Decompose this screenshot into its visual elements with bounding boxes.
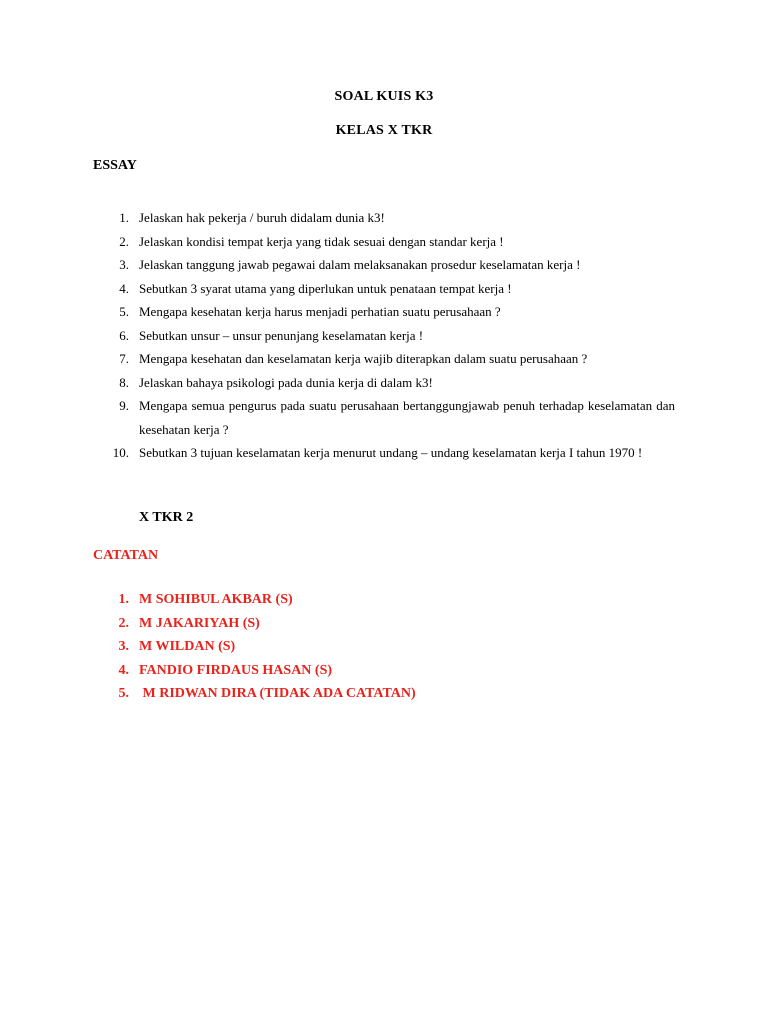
note-item: [93, 682, 416, 706]
question-text: Sebutkan 3 syarat utama yang diperlukan untuk penataan tempat kerja !: [139, 280, 512, 296]
note-text: M WILDAN (S): [139, 639, 236, 654]
note-text: M JAKARIYAH (S): [139, 615, 260, 631]
question-item: [93, 300, 675, 324]
question-item: [93, 371, 675, 395]
note-number: 1.: [118, 592, 129, 607]
question-number: 6.: [119, 327, 129, 343]
question-item: [93, 230, 675, 254]
question-number: 7.: [119, 351, 129, 366]
question-number: 8.: [119, 374, 129, 390]
note-number: 2.: [118, 615, 129, 631]
question-number: 9.: [119, 398, 129, 413]
question-item: [93, 394, 675, 441]
question-number: 2.: [119, 233, 129, 249]
note-item: [93, 659, 416, 683]
question-item: [93, 324, 675, 348]
question-text: Mengapa kesehatan kerja harus menjadi perhatian suatu perusahaan ?: [139, 304, 501, 319]
question-item: [93, 206, 675, 230]
question-text: Jelaskan hak pekerja / buruh didalam dunia k3!: [139, 210, 385, 225]
note-number: 5.: [118, 686, 129, 701]
question-text: Jelaskan tanggung jawab pegawai dalam melaksanakan prosedur keselamatan kerja !: [139, 257, 581, 272]
question-item: [93, 441, 675, 465]
question-item: [93, 277, 675, 301]
question-text: Mengapa semua pengurus pada suatu perusahaan bertanggungjawab penuh terhadap keselamatan dan kesehatan kerja ?: [139, 398, 675, 437]
note-number: 4.: [118, 662, 129, 678]
note-text: FANDIO FIRDAUS HASAN (S): [139, 662, 333, 678]
class-subtitle: KELAS X TKR: [335, 123, 433, 138]
question-text: Sebutkan unsur – unsur penunjang keselamatan kerja !: [139, 327, 424, 343]
essay-heading: ESSAY: [93, 158, 137, 173]
notes-list: [93, 588, 416, 706]
question-number: 1.: [119, 210, 129, 225]
page-title: SOAL KUIS K3: [334, 89, 434, 104]
question-text: Mengapa kesehatan dan keselamatan kerja wajib diterapkan dalam suatu perusahaan ?: [139, 351, 588, 366]
question-number: 10.: [112, 445, 129, 460]
question-list: [93, 206, 675, 465]
question-item: [93, 253, 675, 277]
note-item: [93, 588, 416, 612]
note-text: M RIDWAN DIRA (TIDAK ADA CATATAN): [139, 686, 416, 701]
note-text: M SOHIBUL AKBAR (S): [139, 592, 293, 607]
note-item: [93, 612, 416, 636]
notes-heading: CATATAN: [93, 548, 159, 563]
class-label: X TKR 2: [139, 510, 194, 525]
question-text: Sebutkan 3 tujuan keselamatan kerja menurut undang – undang keselamatan kerja I tahun 1970 !: [139, 445, 643, 460]
question-number: 5.: [119, 304, 129, 319]
question-text: Jelaskan kondisi tempat kerja yang tidak sesuai dengan standar kerja !: [139, 233, 504, 249]
question-number: 3.: [119, 257, 129, 272]
note-item: [93, 635, 416, 659]
question-number: 4.: [119, 280, 129, 296]
question-text: Jelaskan bahaya psikologi pada dunia kerja di dalam k3!: [139, 374, 433, 390]
note-number: 3.: [118, 639, 129, 654]
question-item: [93, 347, 675, 371]
